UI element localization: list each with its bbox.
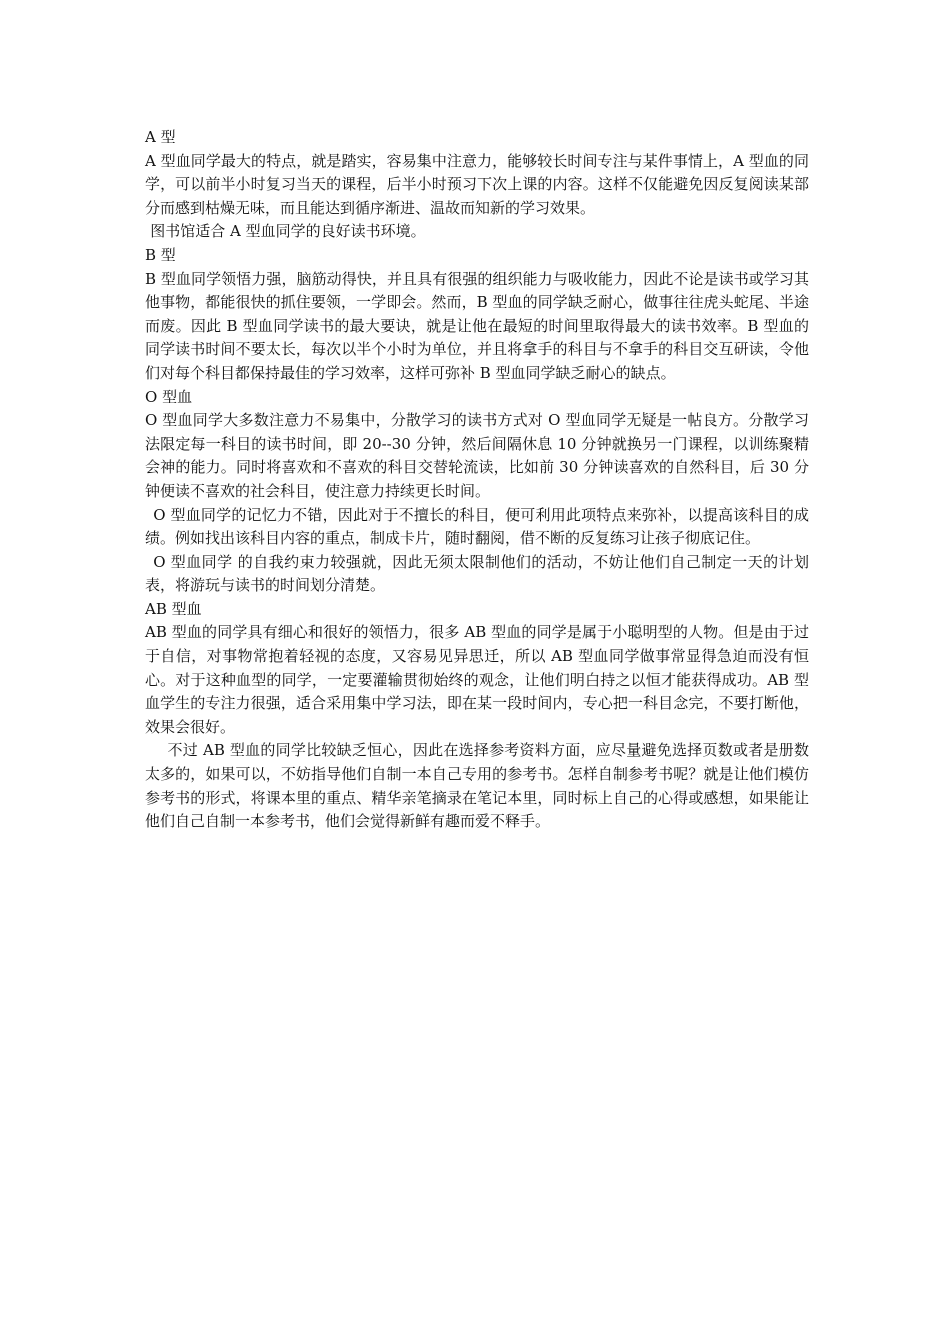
paragraph-o-1: O 型血同学大多数注意力不易集中，分散学习的读书方式对 O 型血同学无疑是一帖良方。分散学习法限定每一科目的读书时间，即 20--30 分钟，然后间隔休息 10 分钟就换另一门课程，以训练聚精会神的能力。同时将喜欢和不喜欢的科目交替轮流读，比如前 30 分钟读喜欢的自然科目，后 30 分钟便读不喜欢的社会科目，使注意力持续更长时间。 xyxy=(145,411,809,500)
section-heading-b: B 型 xyxy=(145,245,176,264)
paragraph-o-2: O 型血同学的记忆力不错，因此对于不擅长的科目，便可利用此项特点来弥补，以提高该科目的成绩。例如找出该科目内容的重点，制成卡片，随时翻阅，借不断的反复练习让孩子彻底记住。 xyxy=(145,505,809,548)
section-heading-a: A 型 xyxy=(145,128,176,146)
paragraph-o-3: O 型血同学 的自我约束力较强就，因此无须太限制他们的活动，不妨让他们自己制定一天的计划表，将游玩与读书的时间划分清楚。 xyxy=(145,552,809,595)
paragraph-a-1: A 型血同学最大的特点，就是踏实，容易集中注意力，能够较长时间专注与某件事情上，A 型血的同学，可以前半小时复习当天的课程，后半小时预习下次上课的内容。这样不仅能避免因反复阅读某部分而感到枯燥无味，而且能达到循序渐进、温故而知新的学习效果。 xyxy=(145,151,809,217)
paragraph-a-2: 图书馆适合 A 型血同学的良好读书环境。 xyxy=(150,222,426,241)
paragraph-ab-2: 不过 AB 型血的同学比较缺乏恒心，因此在选择参考资料方面，应尽量避免选择页数或者是册数太多的，如果可以，不妨指导他们自制一本自己专用的参考书。怎样自制参考书呢？就是让他们模仿参考书的形式，将课本里的重点、精华亲笔摘录在笔记本里，同时标上自己的心得或感想，如果能让他们自己自制一本参考书，他们会觉得新鲜有趣而爱不释手。 xyxy=(145,741,809,831)
section-heading-ab: AB 型血 xyxy=(145,599,202,618)
document-page xyxy=(145,126,809,834)
paragraph-ab-1: AB 型血的同学具有细心和很好的领悟力，很多 AB 型血的同学是属于小聪明型的人物。但是由于过于自信，对事物常抱着轻视的态度，又容易见异思迁，所以 AB 型血同学做事常显得急迫而没有恒心。对于这种血型的同学，一定要灌输贯彻始终的观念，让他们明白持之以恒才能获得成功。AB 型血学生的专注力很强，适合采用集中学习法，即在某一段时间内，专心把一科目念完，不要打断他，效果会很好。 xyxy=(145,623,809,736)
paragraph-b-1: B 型血同学领悟力强，脑筋动得快，并且具有很强的组织能力与吸收能力，因此不论是读书或学习其他事物，都能很快的抓住要领，一学即会。然而，B 型血的同学缺乏耐心，做事往往虎头蛇尾、半途而废。因此 B 型血同学读书的最大要诀，就是让他在最短的时间里取得最大的读书效率。B 型血的同学读书时间不要太长，每次以半个小时为单位，并且将拿手的科目与不拿手的科目交互研读，令他们对每个科目都保持最佳的学习效率，这样可弥补 B 型血同学缺乏耐心的缺点。 xyxy=(145,269,809,382)
section-heading-o: O 型血 xyxy=(145,387,193,406)
